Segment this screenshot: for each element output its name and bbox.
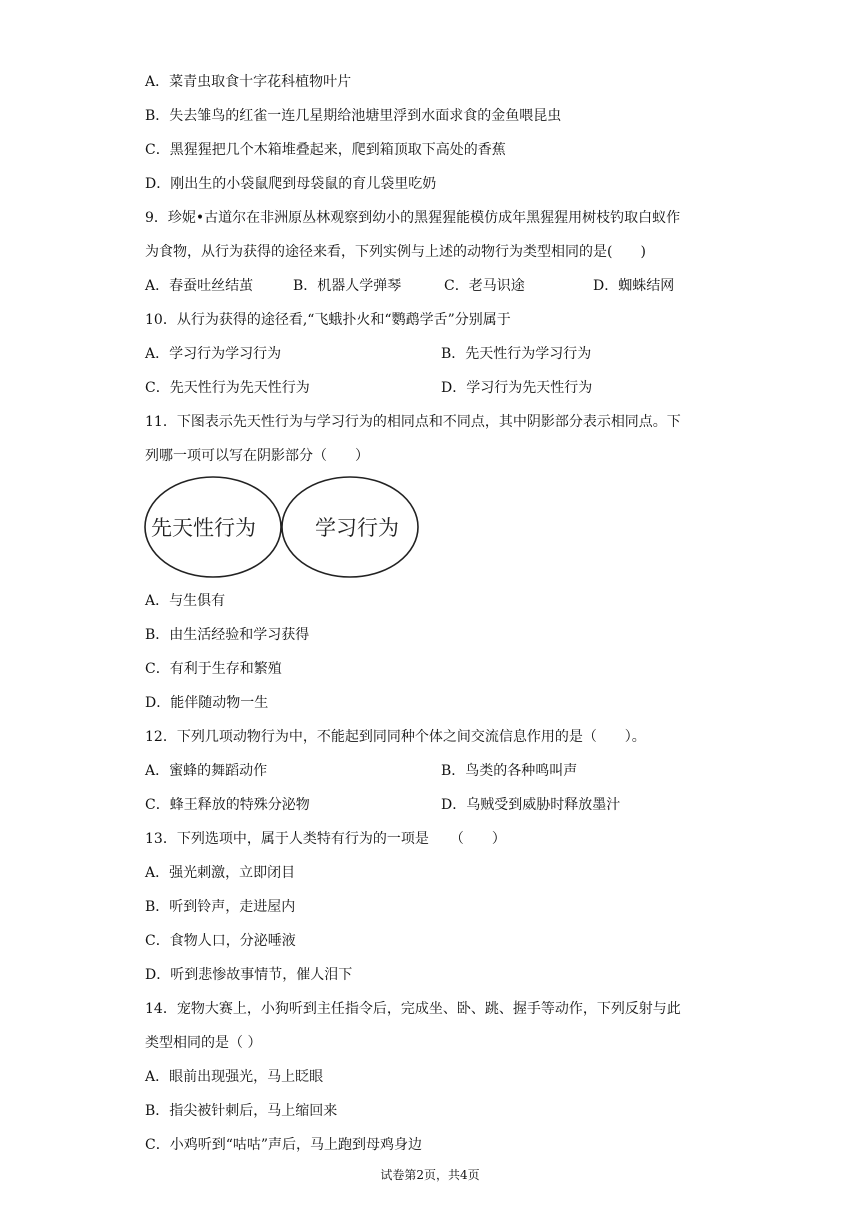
q11-option-d: D．能伴随动物一生 [145, 695, 269, 711]
q11-option-c: C．有利于生存和繁殖 [145, 661, 282, 677]
q8-option-c: C．黑猩猩把几个木箱堆叠起来，爬到箱顶取下高处的香蕉 [145, 142, 506, 158]
q8-option-a: A．菜青虫取食十字花科植物叶片 [145, 74, 352, 90]
q12-option-c: C．蜂王释放的特殊分泌物 [145, 797, 310, 813]
q10-option-c: C．先天性行为先天性行为 [145, 380, 310, 396]
q13-stem: 13．下列选项中，属于人类特有行为的一项是 （ ） [145, 831, 506, 847]
q12-option-b: B．鸟类的各种鸣叫声 [441, 763, 578, 779]
page-footer: 试卷第2页，共4页 [380, 1168, 480, 1182]
q11-option-a: A．与生俱有 [145, 593, 226, 609]
q14-stem-line2: 类型相同的是（ ） [145, 1035, 262, 1051]
q12-option-a: A．蜜蜂的舞蹈动作 [145, 763, 268, 779]
q11-stem-line2: 列哪一项可以写在阴影部分（ ） [145, 448, 369, 464]
q9-option-a: A．春蚕吐丝结茧 [145, 278, 254, 294]
q11-option-b: B．由生活经验和学习获得 [145, 627, 310, 643]
q8-option-b: B．失去雏鸟的红雀一连几星期给池塘里浮到水面求食的金鱼喂昆虫 [145, 108, 562, 124]
venn-label-learned: 学习行为 [315, 516, 399, 540]
q10-stem: 10．从行为获得的途径看,“飞蛾扑火和“鹦鹉学舌”分别属于 [145, 312, 511, 328]
q9-option-c: C．老马识途 [444, 278, 525, 294]
q14-option-b: B．指尖被针刺后，马上缩回来 [145, 1103, 338, 1119]
q10-option-a: A．学习行为学习行为 [145, 346, 282, 362]
q11-stem-line1: 11．下图表示先天性行为与学习行为的相同点和不同点，其中阴影部分表示相同点。下 [145, 414, 681, 430]
q13-option-c: C．食物人口，分泌唾液 [145, 933, 296, 949]
q14-option-a: A．眼前出现强光，马上眨眼 [145, 1069, 324, 1085]
q10-option-b: B．先天性行为学习行为 [441, 346, 592, 362]
q9-option-b: B．机器人学弹琴 [293, 278, 402, 294]
q14-option-c: C．小鸡听到“咕咕”声后，马上跑到母鸡身边 [145, 1137, 423, 1153]
q13-option-a: A．强光刺激，立即闭目 [145, 865, 296, 881]
q9-stem-line2: 为食物，从行为获得的途径来看，下列实例与上述的动物行为类型相同的是( ) [145, 244, 646, 260]
q10-option-d: D．学习行为先天性行为 [441, 380, 593, 396]
q13-option-d: D．听到悲惨故事情节，催人泪下 [145, 967, 353, 983]
q12-option-d: D．乌贼受到威胁时释放墨汁 [441, 797, 621, 813]
q13-option-b: B．听到铃声，走进屋内 [145, 899, 296, 915]
q12-stem: 12．下列几项动物行为中，不能起到同同种个体之间交流信息作用的是（ ）。 [145, 729, 646, 745]
q9-option-d: D．蜘蛛结网 [593, 278, 675, 294]
venn-diagram [143, 474, 423, 580]
q14-stem-line1: 14．宠物大赛上，小狗听到主任指令后，完成坐、卧、跳、握手等动作，下列反射与此 [145, 1001, 681, 1017]
q9-stem-line1: 9．珍妮•古道尔在非洲原丛林观察到幼小的黑猩猩能模仿成年黑猩猩用树枝钓取白蚁作 [145, 210, 681, 226]
q8-option-d: D．刚出生的小袋鼠爬到母袋鼠的育儿袋里吃奶 [145, 176, 437, 192]
venn-label-innate: 先天性行为 [151, 516, 256, 540]
